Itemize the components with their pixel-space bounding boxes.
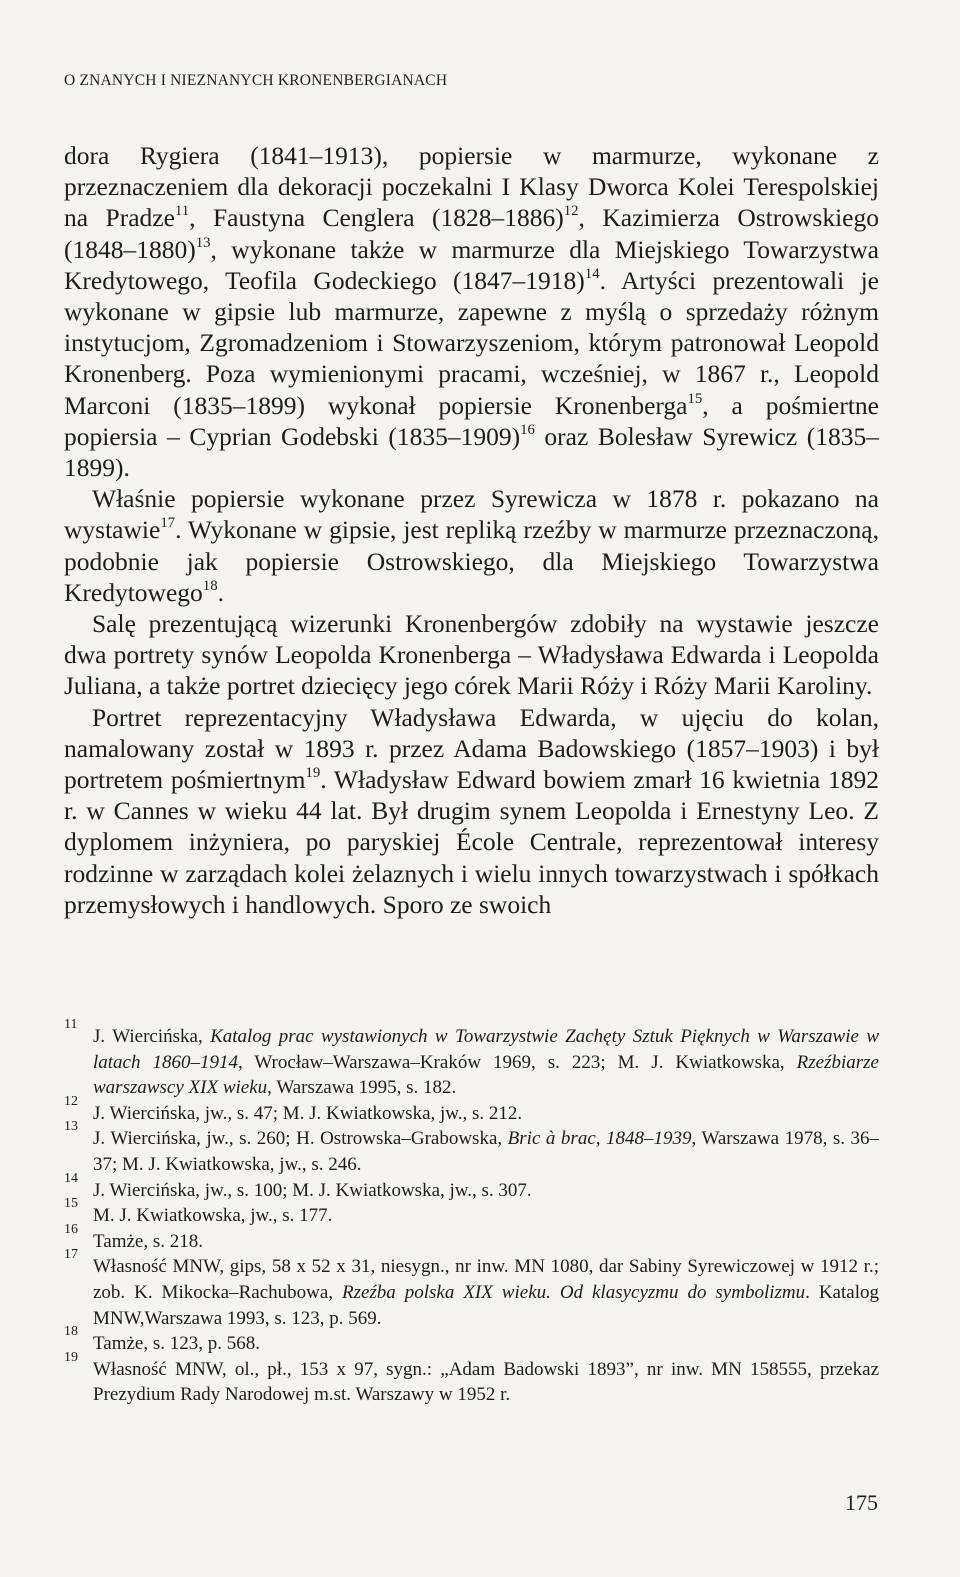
italic-title: Rzeźbiarze warszawscy XIX wieku	[93, 1051, 879, 1099]
footnote-number: 17	[64, 1247, 78, 1263]
body-paragraph	[64, 608, 879, 702]
body-paragraph	[64, 140, 879, 483]
footnote-number: 13	[64, 1119, 78, 1135]
text-run: , Warszawa 1978, s. 36–37; M. J. Kwiatkowska, jw., s. 246.	[93, 1128, 880, 1175]
footnote	[64, 1017, 879, 1101]
text-run: Salę prezentującą wizerunki Kronenbergów zdobiły na wystawie jeszcze dwa portrety synów Leopolda Kronenberga – Władysława Edwarda i Leopolda Juliana, a także portret dziecięcy jego córek Marii Róży i Róży Marii Karoliny.	[64, 609, 879, 701]
footnote	[64, 1196, 879, 1229]
text-run: Własność MNW, ol., pł., 153 x 97, sygn.: „Adam Badowski 1893”, nr inw. MN 158555, przekaz Prezydium Rady Narodowej m.st. Warszawy w 1952 r.	[93, 1358, 879, 1406]
body-paragraph	[64, 702, 879, 920]
footnote-reference: 19	[305, 764, 321, 781]
footnote	[64, 1349, 879, 1408]
text-run: J. Wiercińska, jw., s. 100; M. J. Kwiatkowska, jw., s. 307.	[93, 1179, 532, 1201]
text-run: .	[217, 577, 224, 607]
text-run: , Faustyna Cenglera (1828–1886)	[189, 203, 564, 233]
footnote-number: 12	[64, 1093, 78, 1109]
text-run: . Władysław Edward bowiem zmarł 16 kwietnia 1892 r. w Cannes w wieku 44 lat. Był drugim synem Leopolda i Ernestyny Leo. Z dyplomem inżyniera, po paryskiej École Centrale, reprezentował interesy rodzinne w zarządach kolei żelaznych i wielu innych towarzystwach i spółkach przemysłowych i handlowych. Sporo ze swoich	[64, 765, 880, 919]
text-run: , Wrocław–Warszawa–Kraków 1969, s. 223; M. J. Kwiatkowska,	[237, 1051, 797, 1073]
italic-title: Rzeźba polska XIX wieku. Od klasycyzmu do symbolizmu	[341, 1281, 806, 1303]
footnote-reference: 16	[520, 421, 535, 438]
footnote-number: 16	[64, 1221, 78, 1237]
text-run: Właśnie popiersie wykonane przez Syrewicza w 1878 r. pokazano na wystawie	[64, 484, 879, 545]
text-run: dora Rygiera (1841–1913), popiersie w marmurze, wykonane z przeznaczeniem dla dekoracji poczekalni I Klasy Dworca Kolei Terespolskiej na Pradze	[64, 141, 879, 233]
footnote	[64, 1247, 879, 1331]
text-run: . Katalog MNW,Warszawa 1993, s. 123, p. 569.	[93, 1281, 879, 1329]
text-run: Tamże, s. 218.	[93, 1230, 204, 1252]
footnote-number: 18	[64, 1324, 78, 1340]
body-text	[64, 140, 879, 920]
footnote-reference: 13	[195, 234, 211, 251]
text-run: . Wykonane w gipsie, jest repliką rzeźby w marmurze przeznaczoną, podobnie jak popiersie Ostrowskiego, dla Miejskiego Towarzystwa Kredytowego	[64, 515, 879, 607]
text-run: , Kazimierza Ostrowskiego (1848–1880)	[64, 203, 879, 264]
text-run: . Artyści prezentowali je wykonane w gipsie lub marmurze, zapewne z myślą o sprzedaży różnym instytucjom, Zgromadzeniom i Stowarzyszeniom, którym patronował Leopold Kronenberg. Poza wymienionymi pracami, wcześniej, w 1867 r., Leopold Marconi (1835–1899) wykonał popiersie Kronenberga	[64, 265, 879, 420]
footnote-reference: 12	[563, 203, 579, 220]
footnote	[64, 1221, 879, 1255]
italic-title: Bric à brac, 1848–1939	[507, 1128, 692, 1150]
page-number: 175	[845, 1490, 878, 1515]
footnote-number: 14	[64, 1170, 78, 1186]
footnote-number: 19	[64, 1349, 78, 1365]
text-run: Tamże, s. 123, p. 568.	[93, 1333, 261, 1355]
footnote-reference: 11	[174, 203, 190, 220]
footnotes	[64, 1017, 880, 1408]
text-run: Portret reprezentacyjny Władysława Edwarda, w ujęciu do kolan, namalowany został w 1893 r. przez Adama Badowskiego (1857–1903) i był portretem pośmiertnym	[64, 702, 879, 795]
text-run: J. Wiercińska, jw., s. 260; H. Ostrowska–Grabowska,	[93, 1128, 508, 1150]
text-run: M. J. Kwiatkowska, jw., s. 177.	[93, 1205, 333, 1227]
text-run: , Warszawa 1995, s. 182.	[267, 1077, 457, 1099]
text-run: , wykonane także w marmurze dla Miejskiego Towarzystwa Kredytowego, Teofila Godeckiego (1847–1918)	[64, 234, 879, 295]
footnote-number: 15	[64, 1196, 78, 1212]
text-run: J. Wiercińska,	[93, 1026, 211, 1047]
footnote-reference: 15	[687, 390, 703, 407]
footnote	[64, 1324, 879, 1357]
body-paragraph	[64, 483, 879, 608]
text-run: oraz Bolesław Syrewicz (1835–1899).	[64, 421, 879, 483]
footnote	[64, 1119, 880, 1177]
italic-title: Katalog prac wystawionych w Towarzystwie Zachęty Sztuk Pięknych w Warszawie w latach 1860–1914	[93, 1026, 879, 1073]
footnote-reference: 18	[202, 577, 218, 594]
footnote	[64, 1093, 879, 1127]
footnote-reference: 17	[160, 515, 176, 532]
text-run: J. Wiercińska, jw., s. 47; M. J. Kwiatkowska, jw., s. 212.	[93, 1102, 523, 1124]
text-run: , a pośmiertne popiersia – Cyprian Godebski (1835–1909)	[64, 390, 879, 451]
running-head: O ZNANYCH I NIEZNANYCH KRONENBERGIANACH	[64, 72, 448, 89]
footnote	[64, 1170, 879, 1204]
footnote-number: 11	[64, 1017, 78, 1032]
text-run: Własność MNW, gips, 58 x 52 x 31, niesygn., nr inw. MN 1080, dar Sabiny Syrewiczowej w 1912 r.; zob. K. Mikocka–Rachubowa,	[93, 1256, 879, 1303]
footnote-reference: 14	[584, 265, 600, 282]
